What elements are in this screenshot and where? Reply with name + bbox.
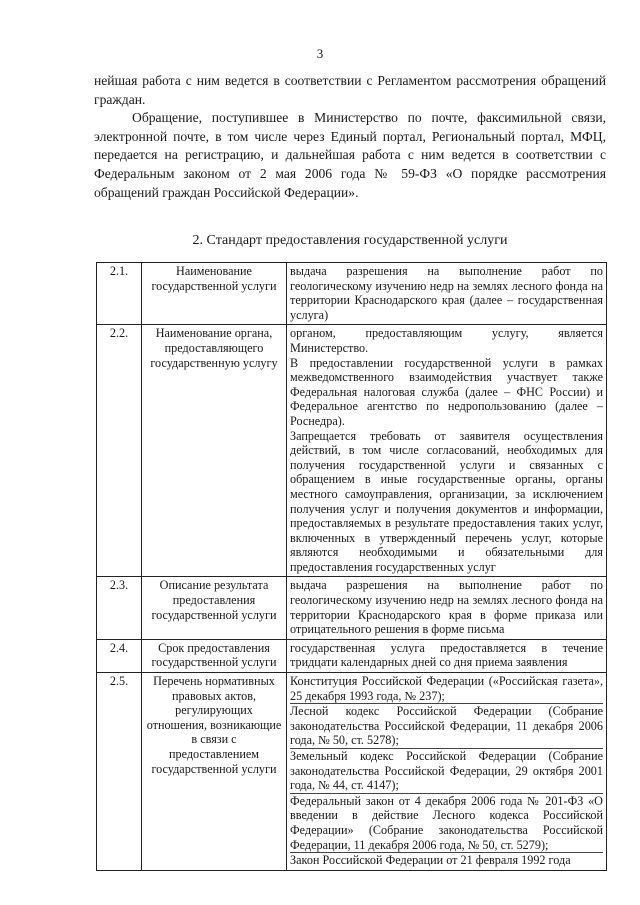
value-paragraph: Федеральный закон от 4 декабря 2006 года № 201-ФЗ «О введении в действие Лесного кодекса Российской Федерации» (Собрание законодательства Российской Федерации, 11 декабря 2006 года, № 50, ст. 5279); [290,793,603,852]
row-number: 2.2. [97,325,142,577]
row-heading: Описание результата предоставления государственной услуги [142,577,287,639]
row-value [287,577,607,639]
table-row [97,325,607,577]
section-title: 2. Стандарт предоставления государственной услуги [192,233,508,248]
row-number: 2.3. [97,577,142,639]
row-value [287,639,607,672]
table-row [97,263,607,325]
table-row [97,639,607,672]
row-number: 2.1. [97,263,142,325]
service-standard-table [96,262,607,871]
value-paragraph: органом, предоставляющим услугу, является Министерство. [290,326,603,355]
table-row [97,673,607,871]
intro-text [94,72,606,202]
row-value [287,263,607,325]
value-paragraph: Конституция Российской Федерации («Российская газета», 25 декабря 1993 года, № 237); [290,674,603,703]
row-heading: Наименование государственной услуги [142,263,287,325]
row-number: 2.4. [97,639,142,672]
row-value [287,673,607,871]
value-paragraph: Земельный кодекс Российской Федерации (Собрание законодательства Российской Федерации, 29 октября 2001 года, № 44, ст. 4147); [290,749,603,793]
value-paragraph: В предоставлении государственной услуги в рамках межведомственного взаимодействия участвует также Федеральная налоговая служба (далее – ФНС России) и Федеральное агентство по недропользованию (далее – Роснедра). [290,355,603,428]
row-heading: Перечень нормативных правовых актов, регулирующих отношения, возникающие в связи с предоставлением государственной услуги [142,673,287,871]
value-paragraph: выдача разрешения на выполнение работ по геологическому изучению недр на землях лесного фонда на территории Краснодарского края (далее – государственная услуга) [290,264,603,322]
value-paragraph: Закон Российской Федерации от 21 февраля 1992 года [290,853,571,868]
row-heading: Наименование органа, предоставляющего государственную услугу [142,325,287,577]
value-paragraph: выдача разрешения на выполнение работ по геологическому изучению недр на землях лесного фонда на территории Краснодарского края в форме приказа или отрицательного решения в форме письма [290,578,603,637]
row-value [287,325,607,577]
page-number: 3 [316,46,324,61]
value-paragraph: Запрещается требовать от заявителя осуществления действий, в том числе согласований, необходимых для получения государственной услуги и связанных с обращением в иные государственные органы, органы местного самоуправления, организации, за исключением получения услуг и получения документов и информации, предоставляемых в результате предоставления таких услуг, включенных в утвержденный перечень услуг, которые являются необходимыми и обязательными для предоставления государственных услуг [290,428,603,574]
intro-paragraph: нейшая работа с ним ведется в соответствии с Регламентом рассмотрения обращений граждан. [94,73,606,107]
value-paragraph: государственная услуга предоставляется в течение тридцати календарных дней со дня приема заявления [290,640,603,670]
row-number: 2.5. [97,673,142,871]
table-body [97,263,607,871]
value-paragraph: Лесной кодекс Российской Федерации (Собрание законодательства Российской Федерации, 11 декабря 2006 года, № 50, ст. 5278); [290,704,603,748]
intro-paragraph: Обращение, поступившее в Министерство по почте, факсимильной связи, электронной почте, в том числе через Единый портал, Региональный портал, МФЦ, передается на регистрацию, и дальнейшая работа с ним ведется в соответствии с Федеральным законом от 2 мая 2006 года № 59-ФЗ «О порядке рассмотрения обращений граждан Российской Федерации». [94,110,606,200]
row-heading: Срок предоставления государственной услуги [142,639,287,672]
table-row [97,577,607,639]
